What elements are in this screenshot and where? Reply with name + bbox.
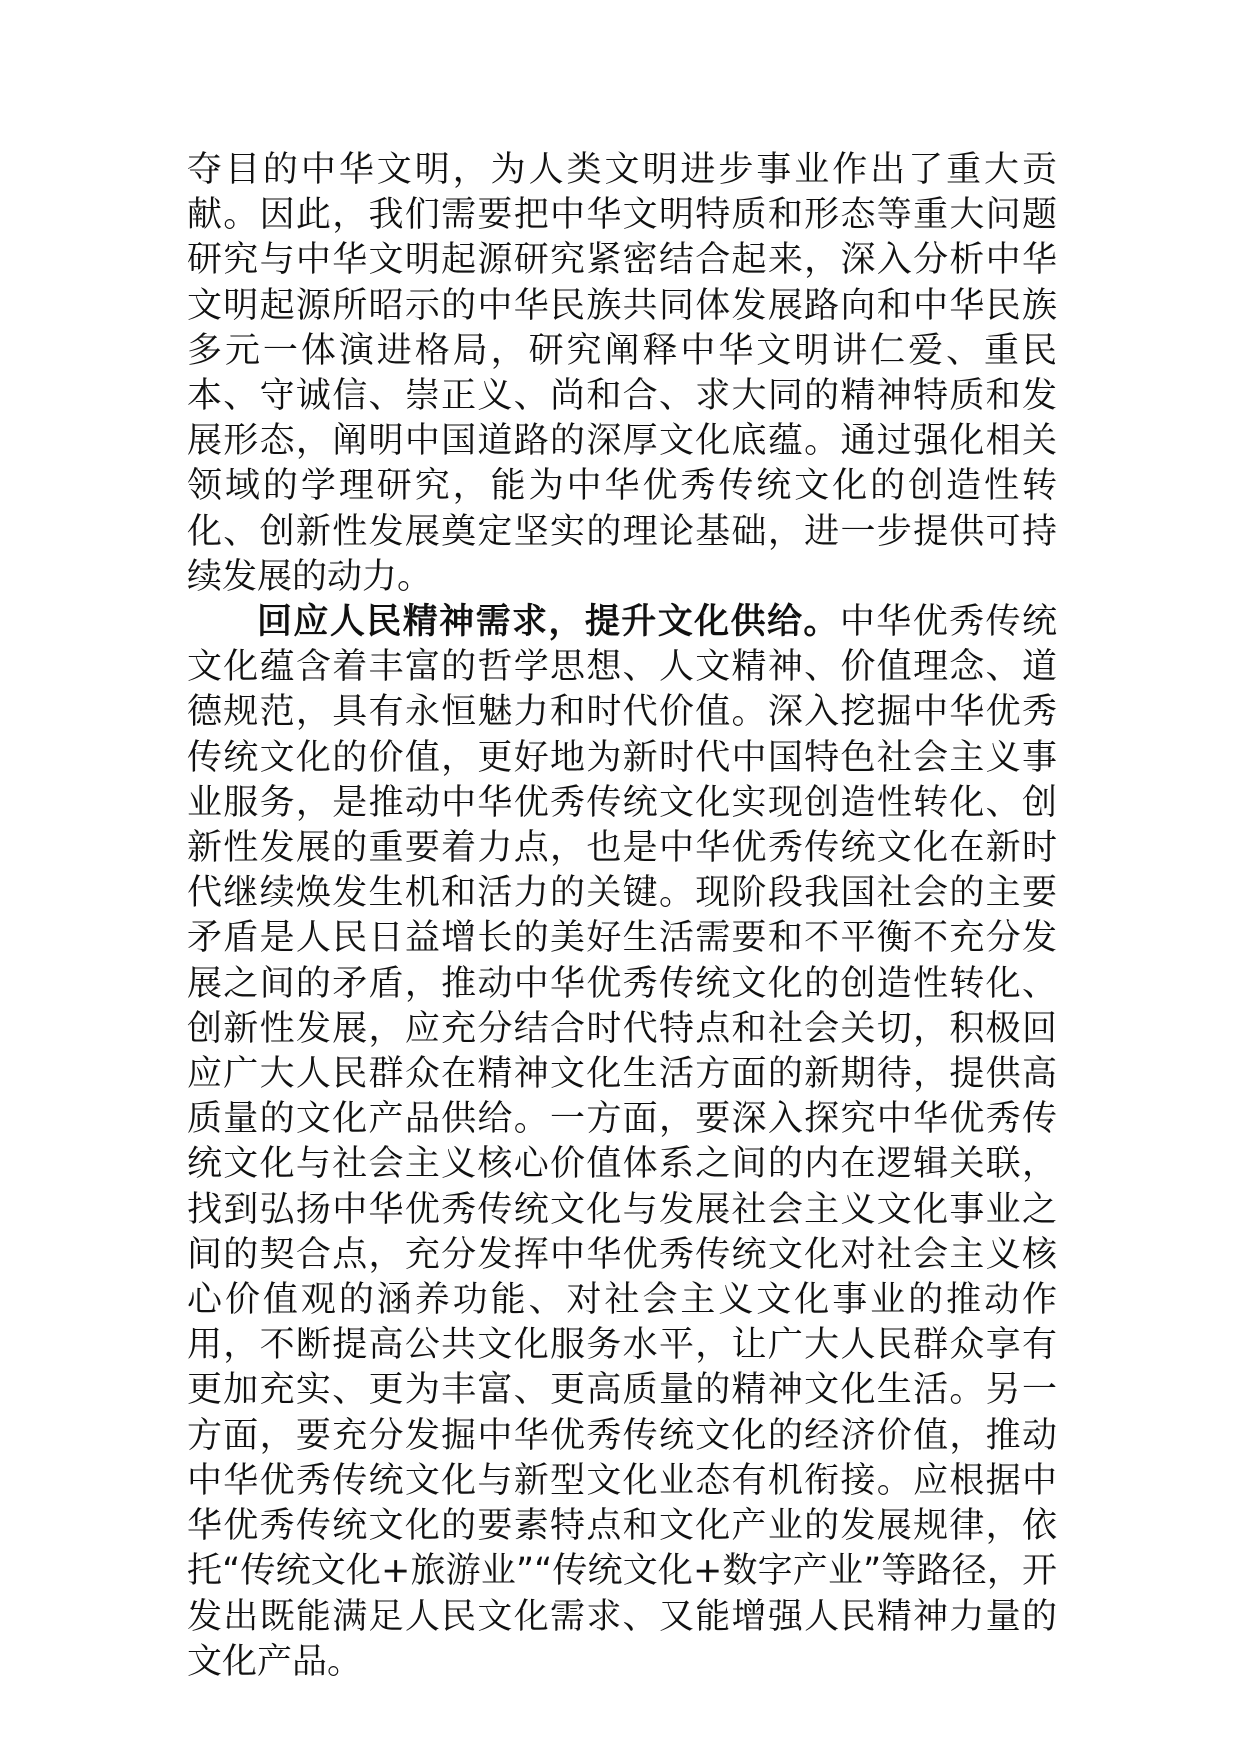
paragraph-2 <box>187 600 1057 1685</box>
document-body <box>187 148 1057 1685</box>
paragraph-1 <box>187 148 1057 600</box>
paragraph-2-lead-heading: 回应人民精神需求，提升文化供给。 <box>257 602 840 643</box>
paragraph-2-text: 中华优秀传统文化蕴含着丰富的哲学思想、人文精神、价值理念、道德规范，具有永恒魅力和时代价值。深入挖掘中华优秀传统文化的价值，更好地为新时代中国特色社会主义事业服务，是推动中华优秀传统文化实现创造性转化、创新性发展的重要着力点，也是中华优秀传统文化在新时代继续焕发生机和活力的关键。现阶段我国社会的主要矛盾是人民日益增长的美好生活需要和不平衡不充分发展之间的矛盾，推动中华优秀传统文化的创造性转化、创新性发展，应充分结合时代特点和社会关切，积极回应广大人民群众在精神文化生活方面的新期待，提供高质量的文化产品供给。一方面，要深入探究中华优秀传统文化与社会主义核心价值体系之间的内在逻辑关联，找到弘扬中华优秀传统文化与发展社会主义文化事业之间的契合点，充分发挥中华优秀传统文化对社会主义核心价值观的涵养功能、对社会主义文化事业的推动作用，不断提高公共文化服务水平，让广大人民群众享有更加充实、更为丰富、更高质量的精神文化生活。另一方面，要充分发掘中华优秀传统文化的经济价值，推动中华优秀传统文化与新型文化业态有机衔接。应根据中华优秀传统文化的要素特点和文化产业的发展规律，依托“传统文化+旅游业”“传统文化+数字产业”等路径，开发出既能满足人民文化需求、又能增强人民精神力量的文化产品。 <box>187 602 1057 1682</box>
paragraph-1-text: 夺目的中华文明，为人类文明进步事业作出了重大贡献。因此，我们需要把中华文明特质和形态等重大问题研究与中华文明起源研究紧密结合起来，深入分析中华文明起源所昭示的中华民族共同体发展路向和中华民族多元一体演进格局，研究阐释中华文明讲仁爱、重民本、守诚信、崇正义、尚和合、求大同的精神特质和发展形态，阐明中国道路的深厚文化底蕴。通过强化相关领域的学理研究，能为中华优秀传统文化的创造性转化、创新性发展奠定坚实的理论基础，进一步提供可持续发展的动力。 <box>187 150 1057 597</box>
